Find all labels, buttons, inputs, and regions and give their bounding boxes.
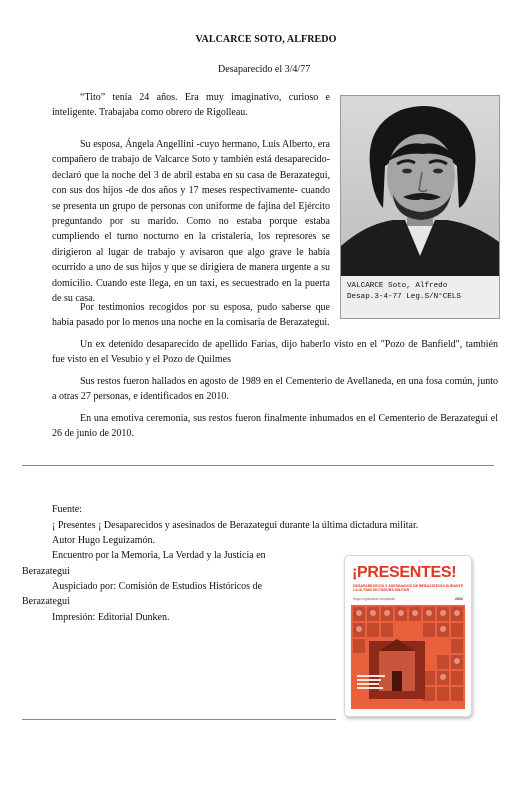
- paragraph-remains-found: Sus restos fueron hallados en agosto de 1989 en el Cementerio de Avellaneda, en una fosa común, junto a otras 27 personas, e identificados en 2010.: [52, 376, 498, 403]
- paragraph-testimony-wife: Su esposa, Ángela Angellini -cuyo hermano, Luis Alberto, era compañero de trabajo de Valcarce Soto y también está desaparecido- declaró que la noche del 3 de abril estaba en su casa de Berazategui, con sus dos hijos -de dos años y 17 meses respectivamente- cuando se presenta un grupo de personas con uniforme de fajina del Ejército preguntando por su marido. Como no estaba porque estaba cumpliendo el turno nocturno en la cristalería, los represores se dirigieron al lugar de trabajo y avisaron que algo grave le había ocurrido a uno de sus hijos y que se dirigiera de manera urgente a su domicilio. Cuando este llega, en un taxi, es secuestrado en la puerta de su casa.: [52, 139, 330, 305]
- source-auspicio-cont: Berazategui: [22, 596, 70, 607]
- source-encuentro-cont: Berazategui: [22, 566, 70, 577]
- source-author: Autor Hugo Leguizamón.: [52, 535, 156, 546]
- source-auspicio: Auspiciado por: Comisión de Estudios Históricos de: [52, 581, 262, 592]
- book-cover-year: 2022: [455, 597, 463, 601]
- source-label: Fuente:: [52, 504, 82, 515]
- paragraph-intro: “Tito” tenía 24 años. Era muy imaginativo, curioso e inteligente. Trabajaba como obrero de Rigolleau.: [52, 92, 330, 119]
- section-divider: [22, 465, 494, 466]
- paragraph-witness: Un ex detenido desaparecido de apellido Farías, dijo haberlo visto en el "Pozo de Banfield", también fue visto en el Vesubio y el Pozo de Quilmes: [52, 339, 498, 366]
- paragraph-burial: En una emotiva ceremonia, sus restos fueron finalmente inhumados en el Cementerio de Berazategui el 26 de junio de 2010.: [52, 413, 498, 440]
- book-cover: [344, 555, 472, 717]
- footer-divider: [22, 719, 336, 720]
- portrait-photo: [340, 95, 500, 319]
- paragraph-police-station: Por testimonios recogidos por su esposa, pudo saberse que había pasado por lo menos una noche en la comisaría de Berazategui.: [52, 302, 330, 329]
- source-impresion: Impresión: Editorial Dunken.: [52, 612, 170, 623]
- book-cover-subtitle: DESAPARECIDOS Y ASESINADOS DE BERAZATEGUI DURANTE LA ÚLTIMA DICTADURA MILITAR: [353, 584, 464, 593]
- source-book-title: ¡ Presentes ¡ Desaparecidos y asesinados de Berazategui durante la última dictadura militar.: [52, 520, 419, 531]
- disappearance-date: Desaparecido el 3/4/77: [218, 64, 311, 75]
- photo-caption-name: VALCARCE Soto, Alfredo: [347, 282, 448, 290]
- page-title: VALCARCE SOTO, ALFREDO: [195, 34, 337, 45]
- book-cover-title: ¡PRESENTES!: [352, 564, 457, 581]
- book-cover-author: Hugo Leguizamón compilador: [353, 597, 396, 601]
- book-cover-collage: [351, 605, 465, 709]
- photo-caption-record: Desap.3-4-77 Leg.S/N°CELS: [347, 293, 461, 301]
- collage-image: [351, 605, 465, 709]
- portrait-image: [341, 96, 499, 276]
- source-encuentro: Encuentro por la Memoria, La Verdad y la Justicia en: [52, 550, 266, 561]
